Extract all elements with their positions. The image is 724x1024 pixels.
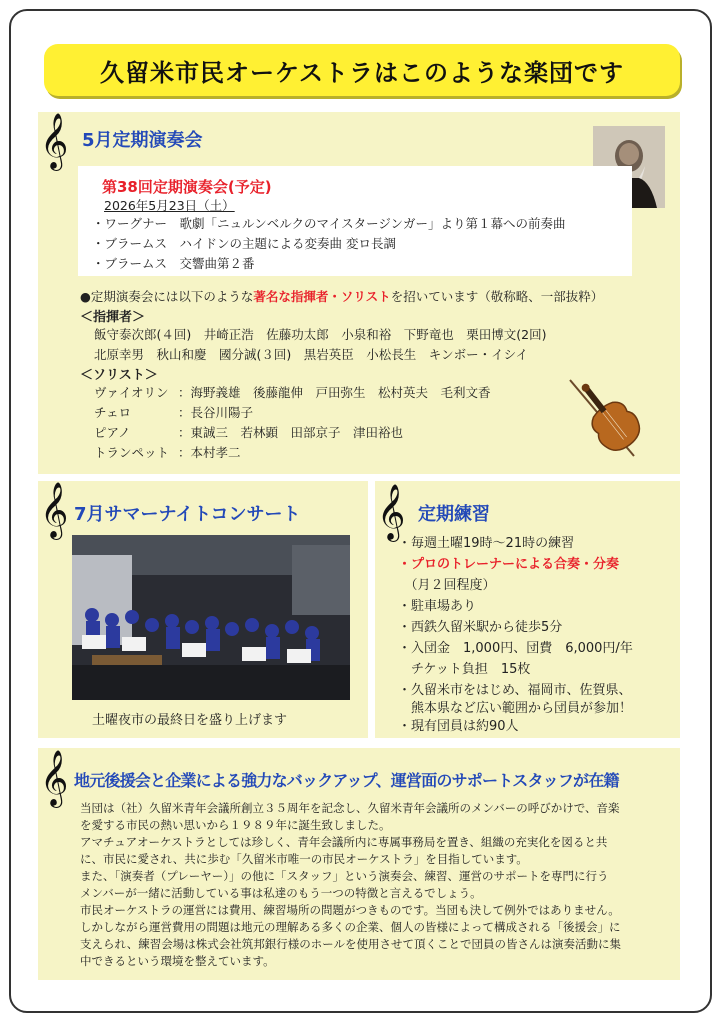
- soloists-heading: ＜ソリスト＞: [80, 368, 158, 383]
- practice-item: ・久留米市をはじめ、福岡市、佐賀県、: [398, 683, 632, 698]
- may-concert-heading: 5月定期演奏会: [82, 130, 203, 151]
- support-heading: 地元後援会と企業による強力なバックアップ、運営面のサポートスタッフが在籍: [74, 771, 619, 790]
- support-paragraph-line: を愛する市民の熱い思いから１９８９年に誕生致しました。: [80, 818, 391, 832]
- support-paragraph-line: 当団は（社）久留米青年会議所創立３５周年を記念し、久留米青年会議所のメンバーの呼びかけで、音楽: [80, 801, 620, 815]
- soloist-names: ：海野義雄 後藤龍伸 戸田弥生 松村英夫 毛利文香: [178, 385, 491, 400]
- practice-item: （月２回程度）: [398, 578, 496, 593]
- treble-clef-icon: 𝄞: [40, 113, 69, 169]
- conductors-heading: ＜指揮者＞: [80, 310, 146, 325]
- soloist-instrument: チェロ: [94, 405, 132, 420]
- guests-intro-suffix: を招いています（敬称略、一部抜粋）: [390, 289, 604, 304]
- support-paragraph-line: アマチュアオーケストラとしては珍しく、青年会議所内に専属事務局を置き、組織の充実化を図ると共: [80, 835, 608, 849]
- soloist-instrument: ピアノ: [94, 425, 131, 440]
- soloist-names: ：長谷川陽子: [178, 405, 254, 420]
- treble-clef-icon: 𝄞: [40, 482, 69, 538]
- practice-item: ・西鉄久留米駅から徒歩5分: [398, 620, 563, 635]
- support-paragraph-line: 支えられ、練習会場は株式会社筑邦銀行様のホールを使用させて頂くことで団員の皆さんは演奏活動に集: [80, 937, 621, 951]
- concert-date: 2026年5月23日（土）: [104, 198, 235, 213]
- july-caption: 土曜夜市の最終日を盛り上げます: [92, 713, 288, 728]
- support-paragraph-line: しかしながら運営費用の問題は地元の理解ある多くの企業、個人の皆様によって構成される「後援会」に: [80, 920, 621, 934]
- soloist-instrument: トランペット: [94, 445, 170, 460]
- violin-icon: [562, 372, 666, 464]
- support-paragraph-line: に、市民に愛され、共に歩む「久留米市唯一の市民オーケストラ」を目指しています。: [80, 852, 528, 866]
- treble-clef-icon: 𝄞: [40, 750, 69, 806]
- guests-intro-prefix: ●定期演奏会には以下のような: [80, 289, 254, 304]
- soloist-instrument: ヴァイオリン: [94, 385, 169, 400]
- guests-intro: [80, 287, 603, 305]
- support-paragraph-line: また、「演奏者（プレーヤー）」の他に「スタッフ」という演奏会、練習、運営のサポートを専門に行う: [80, 869, 609, 883]
- concert-title: 第38回定期演奏会(予定): [102, 178, 272, 196]
- program-item: ・ブラームス 交響曲第２番: [92, 256, 255, 271]
- soloist-names: ：本村孝二: [178, 445, 241, 460]
- page-title-banner: [44, 44, 680, 96]
- practice-item: ・プロのトレーナーによる合奏・分奏: [398, 557, 620, 572]
- conductors-list: 飯守泰次郎(４回) 井崎正浩 佐藤功太郎 小泉和裕 下野竜也 栗田博文(2回): [94, 327, 547, 342]
- support-paragraph-line: 中できるという環境を整えています。: [80, 954, 275, 968]
- practice-item: ・毎週土曜19時～21時の練習: [398, 536, 575, 551]
- support-paragraph-line: メンバーが一緒に活動している事は私達のもう一つの特徴と言えるでしょう。: [80, 886, 482, 900]
- guests-intro-highlight: 著名な指揮者・ソリスト: [253, 289, 391, 304]
- practice-item: ・駐車場あり: [398, 599, 477, 614]
- soloist-names: ：東誠三 若林顕 田部京子 津田裕也: [178, 425, 404, 440]
- support-paragraph-line: 市民オーケストラの運営には費用、練習場所の問題がつきものです。当団も決して例外ではありません。: [80, 903, 620, 917]
- program-item: ・ワーグナー 歌劇「ニュルンベルクのマイスタージンガー」より第１幕への前奏曲: [92, 216, 566, 231]
- practice-item: ・現有団員は約90人: [398, 719, 519, 734]
- conductors-list: 北原幸男 秋山和慶 國分誠(３回) 黒岩英臣 小松長生 キンボー・イシイ: [94, 347, 529, 362]
- program-item: ・ブラームス ハイドンの主題による変奏曲 変ロ長調: [92, 236, 396, 251]
- july-concert-heading: 7月サマーナイトコンサート: [74, 504, 301, 525]
- practice-item: チケット負担 15枚: [398, 662, 531, 677]
- practice-item: ・入団金 1,000円、団費 6,000円/年: [398, 641, 633, 656]
- orchestra-photo: [72, 535, 350, 700]
- treble-clef-icon: 𝄞: [377, 484, 406, 540]
- practice-heading: 定期練習: [418, 504, 490, 525]
- practice-item: 熊本県など広い範囲から団員が参加！: [398, 701, 633, 716]
- page-title: 久留米市民オーケストラはこのような楽団です: [99, 58, 625, 87]
